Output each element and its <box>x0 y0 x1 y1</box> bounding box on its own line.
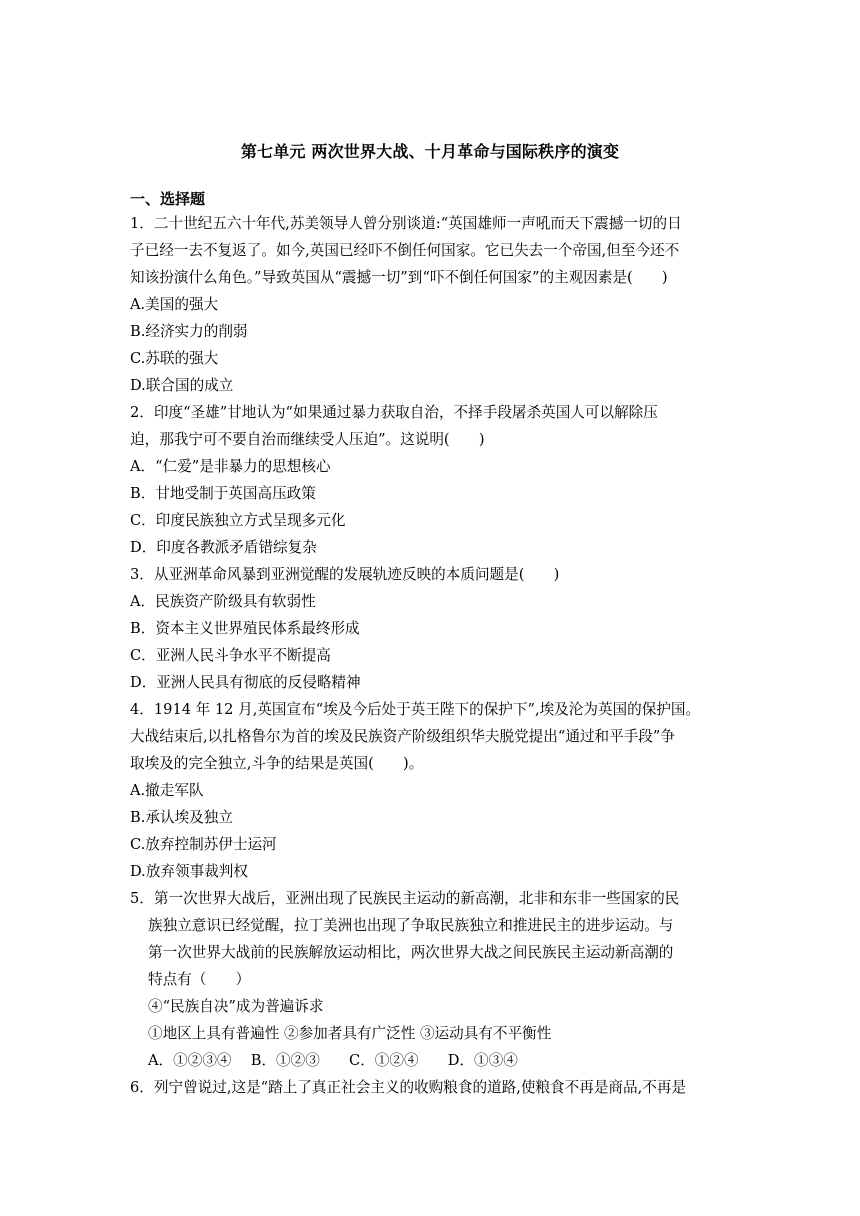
q3-option-c: C．亚洲人民斗争水平不断提高 <box>130 647 331 664</box>
q4-option-d: D.放弃领事裁判权 <box>130 863 248 880</box>
q2-option-c: C．印度民族独立方式呈现多元化 <box>130 512 346 529</box>
document-body <box>130 210 730 1101</box>
q6-stem-line: 6．列宁曾说过,这是“踏上了真正社会主义的收购粮食的道路,使粮食不再是商品,不再是 <box>130 1079 687 1096</box>
q2-stem-line: 2．印度“圣雄”甘地认为“如果通过暴力获取自治，不择手段屠杀英国人可以解除压 <box>130 404 658 421</box>
q4-option-c: C.放弃控制苏伊士运河 <box>130 836 277 853</box>
q2-option-d: D．印度各教派矛盾错综复杂 <box>130 539 317 556</box>
q5-stem-line: 特点有（ ） <box>148 971 251 988</box>
q1-stem-line: 子已经一去不复返了。如今,英国已经吓不倒任何国家。它已失去一个帝国,但至今还不 <box>130 242 680 259</box>
q5-stem-line: 族独立意识已经觉醒，拉丁美洲也出现了争取民族独立和推进民主的进步运动。与 <box>148 917 674 934</box>
q2-option-b: B．甘地受制于英国高压政策 <box>130 485 316 502</box>
q4-option-b: B.承认埃及独立 <box>130 809 233 826</box>
q4-stem-line: 4．1914 年 12 月,英国宣布“埃及今后处于英王陛下的保护下”,埃及沦为英国的保护国。 <box>130 701 701 718</box>
q5-stem-line: 5．第一次世界大战后，亚洲出现了民族民主运动的新高潮，北非和东非一些国家的民 <box>130 890 680 907</box>
q3-option-d: D．亚洲人民具有彻底的反侵略精神 <box>130 674 361 691</box>
q4-stem-line: 取埃及的完全独立,斗争的结果是英国( )。 <box>130 755 424 772</box>
q5-item-line: ④“民族自决”成为普遍诉求 <box>148 998 324 1015</box>
q1-stem-line: 1．二十世纪五六十年代,苏美领导人曾分别谈道:“英国雄师一声吼而天下震撼一切的日 <box>130 215 682 232</box>
q3-option-a: A．民族资产阶级具有软弱性 <box>130 593 316 610</box>
q1-option-c: C.苏联的强大 <box>130 350 219 367</box>
q3-stem-line: 3．从亚洲革命风暴到亚洲觉醒的发展轨迹反映的本质问题是( ) <box>130 566 560 583</box>
q1-option-b: B.经济实力的削弱 <box>130 323 248 340</box>
q3-option-b: B．资本主义世界殖民体系最终形成 <box>130 620 360 637</box>
q1-stem-line: 知该扮演什么角色。”导致英国从“震撼一切”到“吓不倒任何国家”的主观因素是( ) <box>130 269 668 286</box>
q5-options-line: A．①②③④ B．①②③ C．①②④ D．①③④ <box>148 1052 518 1069</box>
section-heading: 一、选择题 <box>130 190 206 208</box>
q5-stem-line: 第一次世界大战前的民族解放运动相比，两次世界大战之间民族民主运动新高潮的 <box>148 944 674 961</box>
q2-stem-line: 迫，那我宁可不要自治而继续受人压迫”。这说明( ) <box>130 431 485 448</box>
q1-option-d: D.联合国的成立 <box>130 377 234 394</box>
q4-option-a: A.撤走军队 <box>130 782 204 799</box>
q4-stem-line: 大战结束后,以扎格鲁尔为首的埃及民族资产阶级组织华夫脱党提出“通过和平手段”争 <box>130 728 675 745</box>
q5-item-line: ①地区上具有普遍性 ②参加者具有广泛性 ③运动具有不平衡性 <box>148 1025 552 1042</box>
q2-option-a: A．“仁爱”是非暴力的思想核心 <box>130 458 331 475</box>
q1-option-a: A.美国的强大 <box>130 296 219 313</box>
page-title: 第七单元 两次世界大战、十月革命与国际秩序的演变 <box>240 142 620 161</box>
